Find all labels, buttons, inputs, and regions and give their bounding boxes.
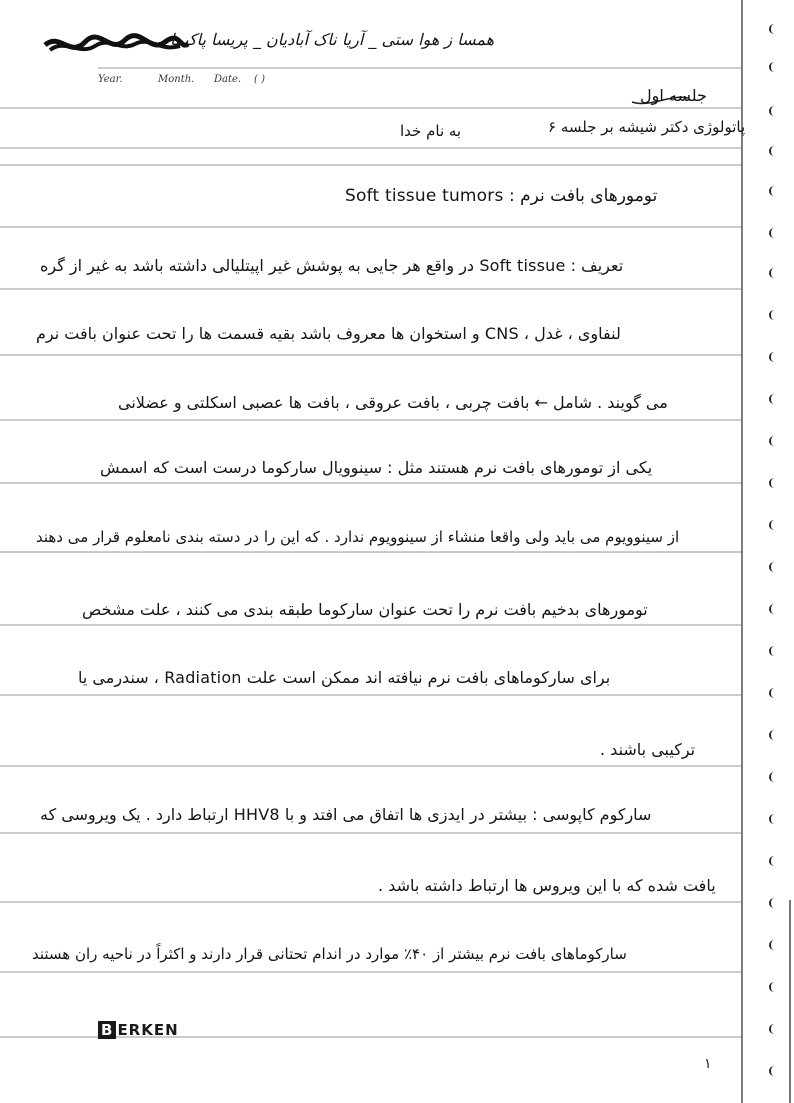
line-p4: برای سارکوماهای بافت نرم نیافته اند ممکن است علت Radiation ، سندرمی یا (78, 668, 611, 687)
line-def2: لنفاوی ، غدل ، CNS و استخوان ها معروف باشد بقیه قسمت ها را تحت عنوان بافت نرم (36, 324, 621, 343)
brand-logo (98, 1021, 179, 1039)
brand-rest: ERKEN (117, 1021, 179, 1039)
line-lecturer: پاتولوژی دکتر شیشه بر جلسه ۶ (548, 118, 746, 136)
brand-initial: B (98, 1021, 116, 1039)
line-def3: می گویند . شامل ← بافت چربی ، بافت عروقی ، بافت ها عصبی اسکلتی و عضلانی (118, 393, 668, 412)
line-p5: ترکیبی باشند . (600, 740, 696, 759)
line-bismillah: به نام خدا (400, 122, 462, 140)
page-number: ۱ (704, 1056, 712, 1072)
line-p7: یافت شده که با این ویروس ها ارتباط داشته باشد . (378, 876, 716, 895)
line-p8: سارکوماهای بافت نرم بیشتر از ۴۰٪ موارد در اندام تحتانی قرار دارند و اکثراً در ناحیه ران هستند (32, 945, 627, 963)
date-label: Date. (214, 74, 242, 85)
paren-label: ( ) (254, 74, 265, 85)
line-def1: تعریف : Soft tissue در واقع هر جایی به پوشش غیر اپیتلیالی داشته باشد به غیر از گره (40, 256, 624, 275)
line-p3: تومورهای بدخیم بافت نرم را تحت عنوان سارکوما طبقه بندی می کنند ، علت مشخص (82, 600, 648, 619)
line-p2: از سینوویوم می باید ولی واقعا منشاء از سینوویوم ندارد . که این را در دسته بندی نامعلوم قرار می دهند (36, 528, 680, 546)
year-label: Year. (98, 74, 123, 85)
section-heading: جلسه اول (640, 86, 707, 105)
line-p6: سارکوم کاپوسی : بیشتر در ایدزی ها اتفاق می افتد و با HHV8 ارتباط دارد . یک ویروسی که (40, 805, 652, 824)
month-label: Month. (158, 74, 195, 85)
header-title: همسا ز هوا ستی _ آریا ناک آبادیان _ پریسا پاکیما (170, 30, 495, 49)
line-p1: یکی از تومورهای بافت نرم هستند مثل : سینوویال سارکوما درست است که اسمش (100, 458, 653, 477)
date-row (98, 74, 298, 85)
line-topic: تومورهای بافت نرم : Soft tissue tumors (345, 186, 658, 206)
scribble-mark (40, 30, 190, 60)
